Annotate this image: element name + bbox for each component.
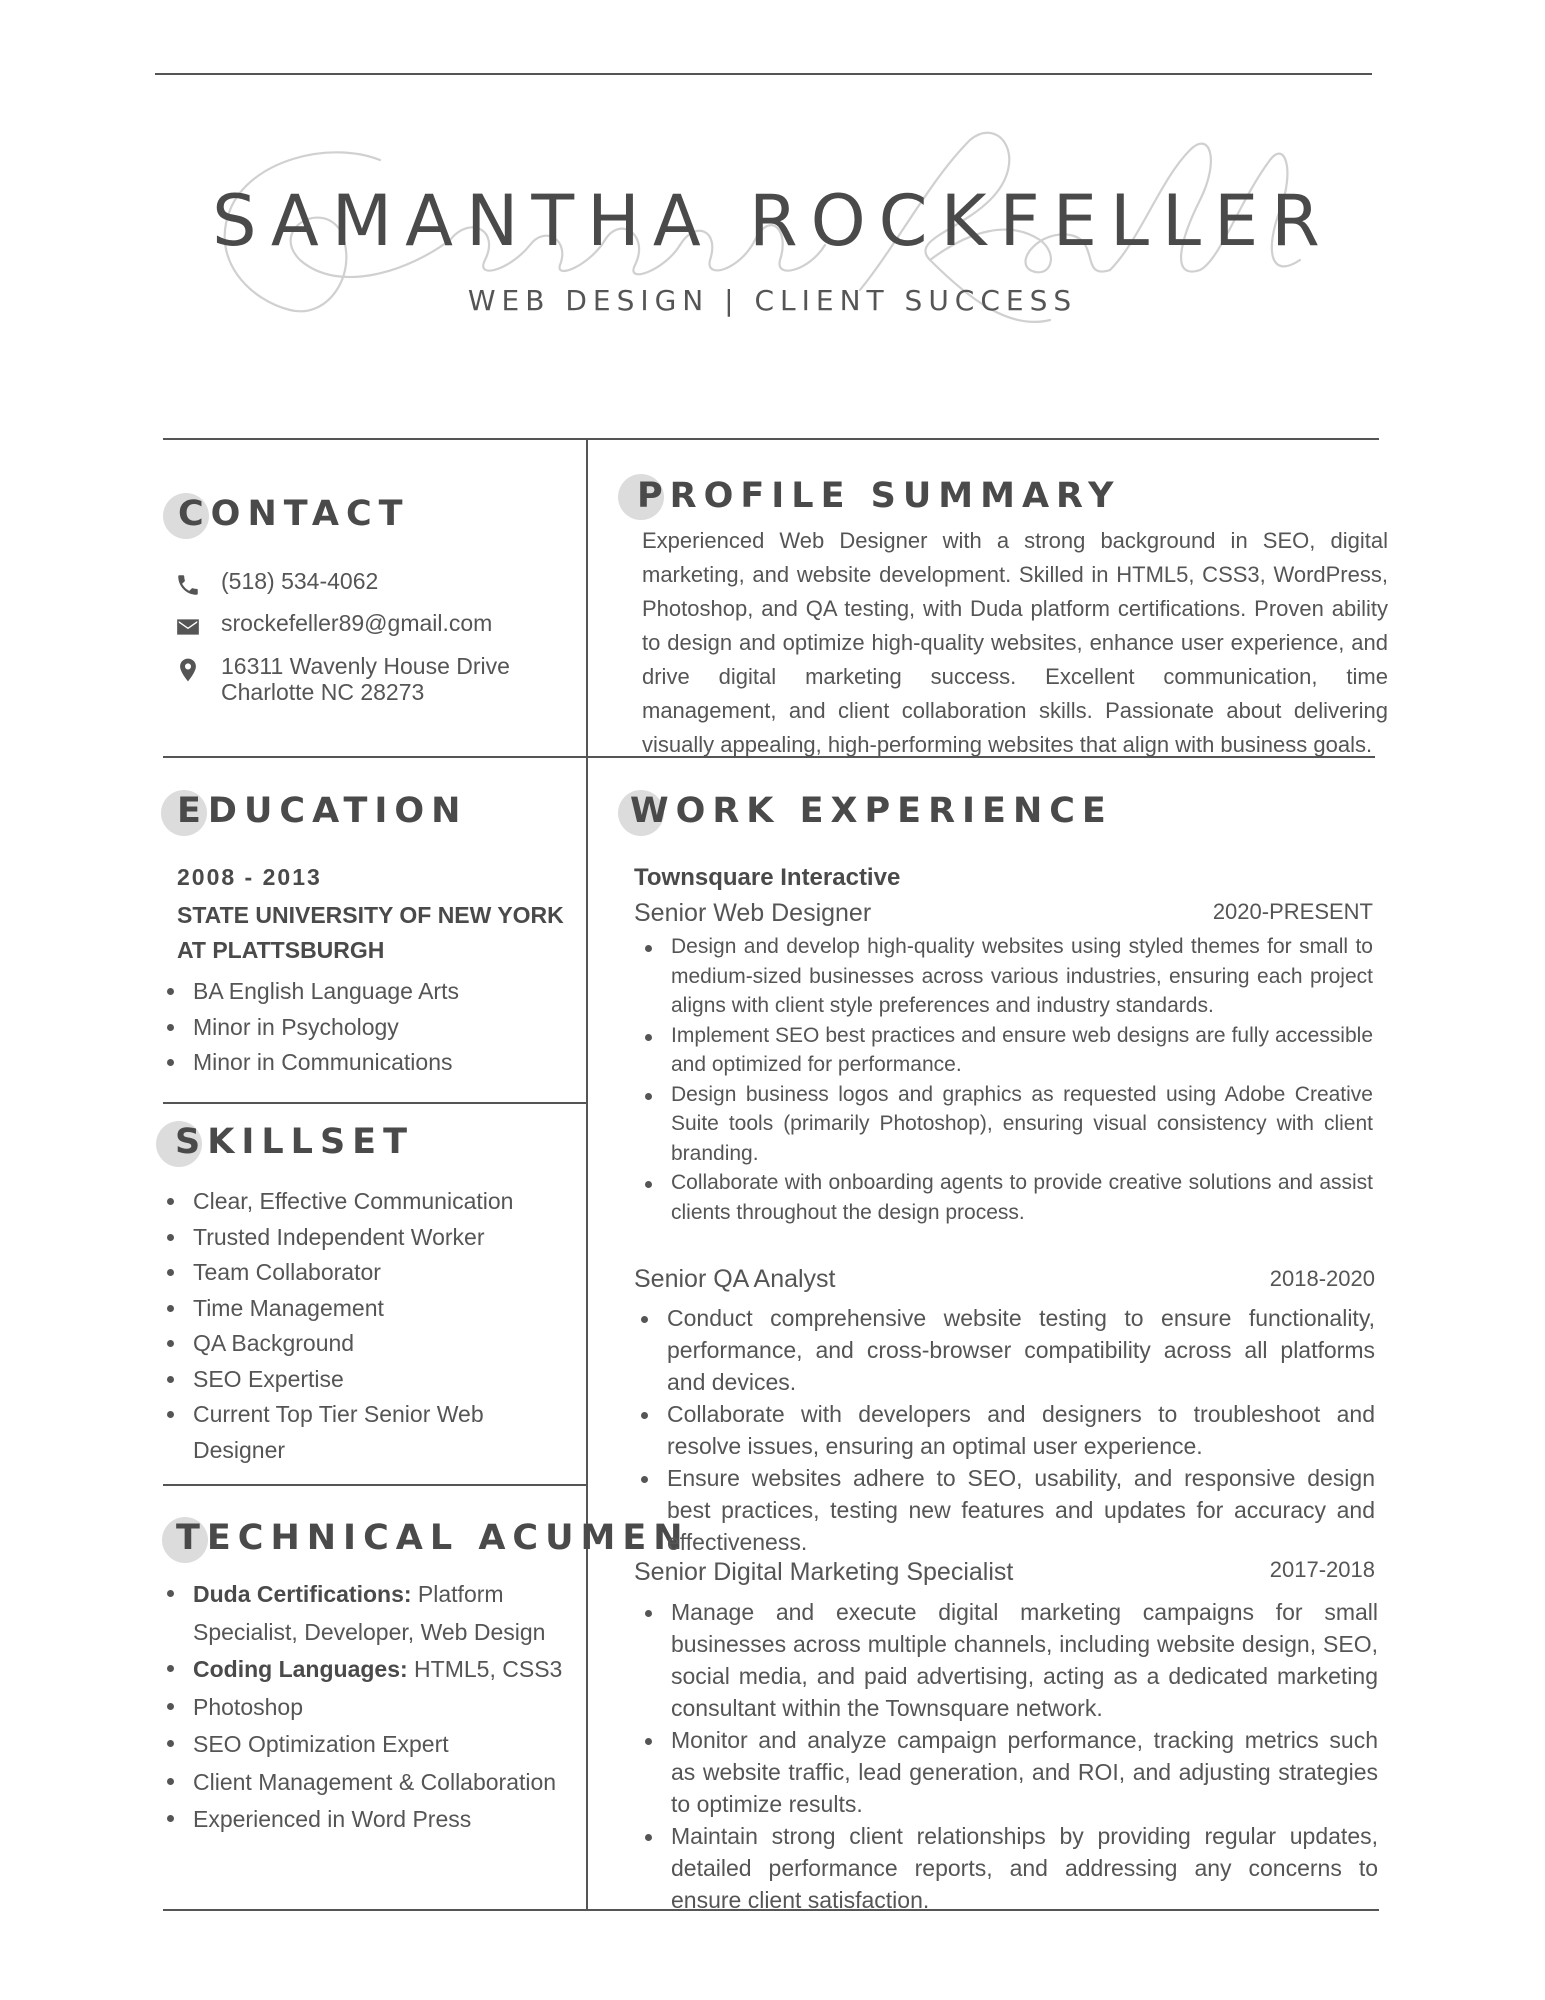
company-name: Townsquare Interactive — [634, 864, 901, 891]
list-item: Team Collaborator — [163, 1255, 563, 1291]
skillset-list — [163, 1184, 563, 1468]
envelope-icon — [175, 614, 201, 640]
skillset-heading: SKILLSET — [175, 1122, 414, 1162]
list-item: Coding Languages: HTML5, CSS3 — [163, 1651, 583, 1689]
candidate-name: SAMANTHA ROCKFELLER — [212, 180, 1333, 262]
list-item: Design business logos and graphics as requested using Adobe Creative Suite tools (primarily Photoshop), ensuring visual consistency with client branding. — [641, 1080, 1373, 1169]
list-item: Current Top Tier Senior Web Designer — [163, 1397, 563, 1468]
list-item: Manage and execute digital marketing campaigns for small businesses across multiple channels, including website design, SEO, social media, and paid advertising, acting as a dedicated marketing consultant within the Townsquare network. — [641, 1596, 1378, 1724]
list-item: Time Management — [163, 1291, 563, 1327]
list-item: SEO Expertise — [163, 1362, 563, 1398]
work-heading: WORK EXPERIENCE — [630, 791, 1113, 831]
section-rule-skillset — [163, 1102, 587, 1104]
list-item: Maintain strong client relationships by providing regular updates, detailed performance reports, and addressing any concerns to ensure client satisfaction. — [641, 1820, 1378, 1916]
top-rule — [155, 73, 1372, 75]
job-title-subtitle: WEB DESIGN | CLIENT SUCCESS — [467, 284, 1078, 317]
list-item: Client Management & Collaboration — [163, 1764, 583, 1802]
job-role: Senior QA Analyst — [634, 1265, 836, 1293]
list-item: Photoshop — [163, 1689, 583, 1727]
profile-summary-text: Experienced Web Designer with a strong background in SEO, digital marketing, and website development. Skilled in HTML5, CSS3, WordPress, Photoshop, and QA testing, with Duda platform certifications. Proven ability to design and optimize high-quality websites, enhance user experience, and drive digital marketing success. Excellent communication, time management, and client collaboration skills. Passionate about delivering visually appealing, high-performing websites that align with business goals. — [642, 528, 1388, 757]
technical-heading: TECHNICAL ACUMEN — [176, 1518, 690, 1558]
technical-list — [163, 1576, 583, 1839]
education-list — [163, 974, 583, 1081]
job-role: Senior Digital Marketing Specialist — [634, 1558, 1014, 1586]
contact-address — [175, 653, 510, 705]
job-bullets — [637, 1302, 1375, 1558]
education-heading: EDUCATION — [177, 791, 468, 831]
list-item: Ensure websites adhere to SEO, usability, and responsive design best practices, testing new features and updates for accuracy and effectiveness. — [637, 1462, 1375, 1558]
list-item: Trusted Independent Worker — [163, 1220, 563, 1256]
column-divider — [586, 438, 588, 1911]
section-rule-technical — [163, 1484, 587, 1486]
education-years: 2008 - 2013 — [177, 864, 322, 890]
job-dates: 2018-2020 — [1269, 1266, 1375, 1291]
section-rule-top — [163, 438, 1379, 440]
address-line-1: 16311 Wavenly House Drive — [221, 653, 510, 679]
contact-email — [175, 610, 492, 640]
contact-heading: CONTACT — [178, 494, 410, 534]
job-role: Senior Web Designer — [634, 899, 872, 927]
list-item: Design and develop high-quality websites using styled themes for small to medium-sized businesses across various industries, ensuring each project aligns with client style preferences and industry standards. — [641, 932, 1373, 1021]
list-item: Duda Certifications: Platform Specialist, Developer, Web Design — [163, 1576, 583, 1651]
list-item: BA English Language Arts — [163, 974, 583, 1010]
job-bullets — [641, 932, 1373, 1227]
phone-number: (518) 534-4062 — [221, 568, 379, 594]
job-dates: 2017-2018 — [1269, 1557, 1375, 1582]
list-item: Minor in Psychology — [163, 1010, 583, 1046]
list-item: Collaborate with onboarding agents to provide creative solutions and assist clients throughout the design process. — [641, 1168, 1373, 1227]
contact-phone — [175, 568, 378, 598]
list-item: Implement SEO best practices and ensure web designs are fully accessible and optimized for performance. — [641, 1021, 1373, 1080]
address-line-2: Charlotte NC 28273 — [221, 679, 425, 705]
list-item: Experienced in Word Press — [163, 1801, 583, 1839]
job-bullets — [641, 1596, 1378, 1916]
email-address: srockefeller89@gmail.com — [221, 610, 493, 636]
list-item: Minor in Communications — [163, 1045, 583, 1081]
profile-heading: PROFILE SUMMARY — [637, 476, 1121, 516]
list-item: Collaborate with developers and designers to troubleshoot and resolve issues, ensuring an optimal user experience. — [637, 1398, 1375, 1462]
job-dates: 2020-PRESENT — [1212, 899, 1373, 924]
location-pin-icon — [175, 657, 201, 683]
list-item: Clear, Effective Communication — [163, 1184, 563, 1220]
list-item: SEO Optimization Expert — [163, 1726, 583, 1764]
education-school: STATE UNIVERSITY OF NEW YORK AT PLATTSBURGH — [177, 902, 564, 963]
phone-icon — [175, 572, 201, 598]
list-item: Conduct comprehensive website testing to ensure functionality, performance, and cross-browser compatibility across all platforms and devices. — [637, 1302, 1375, 1398]
list-item: QA Background — [163, 1326, 563, 1362]
list-item: Monitor and analyze campaign performance, tracking metrics such as website traffic, lead generation, and ROI, and adjusting strategies to optimize results. — [641, 1724, 1378, 1820]
